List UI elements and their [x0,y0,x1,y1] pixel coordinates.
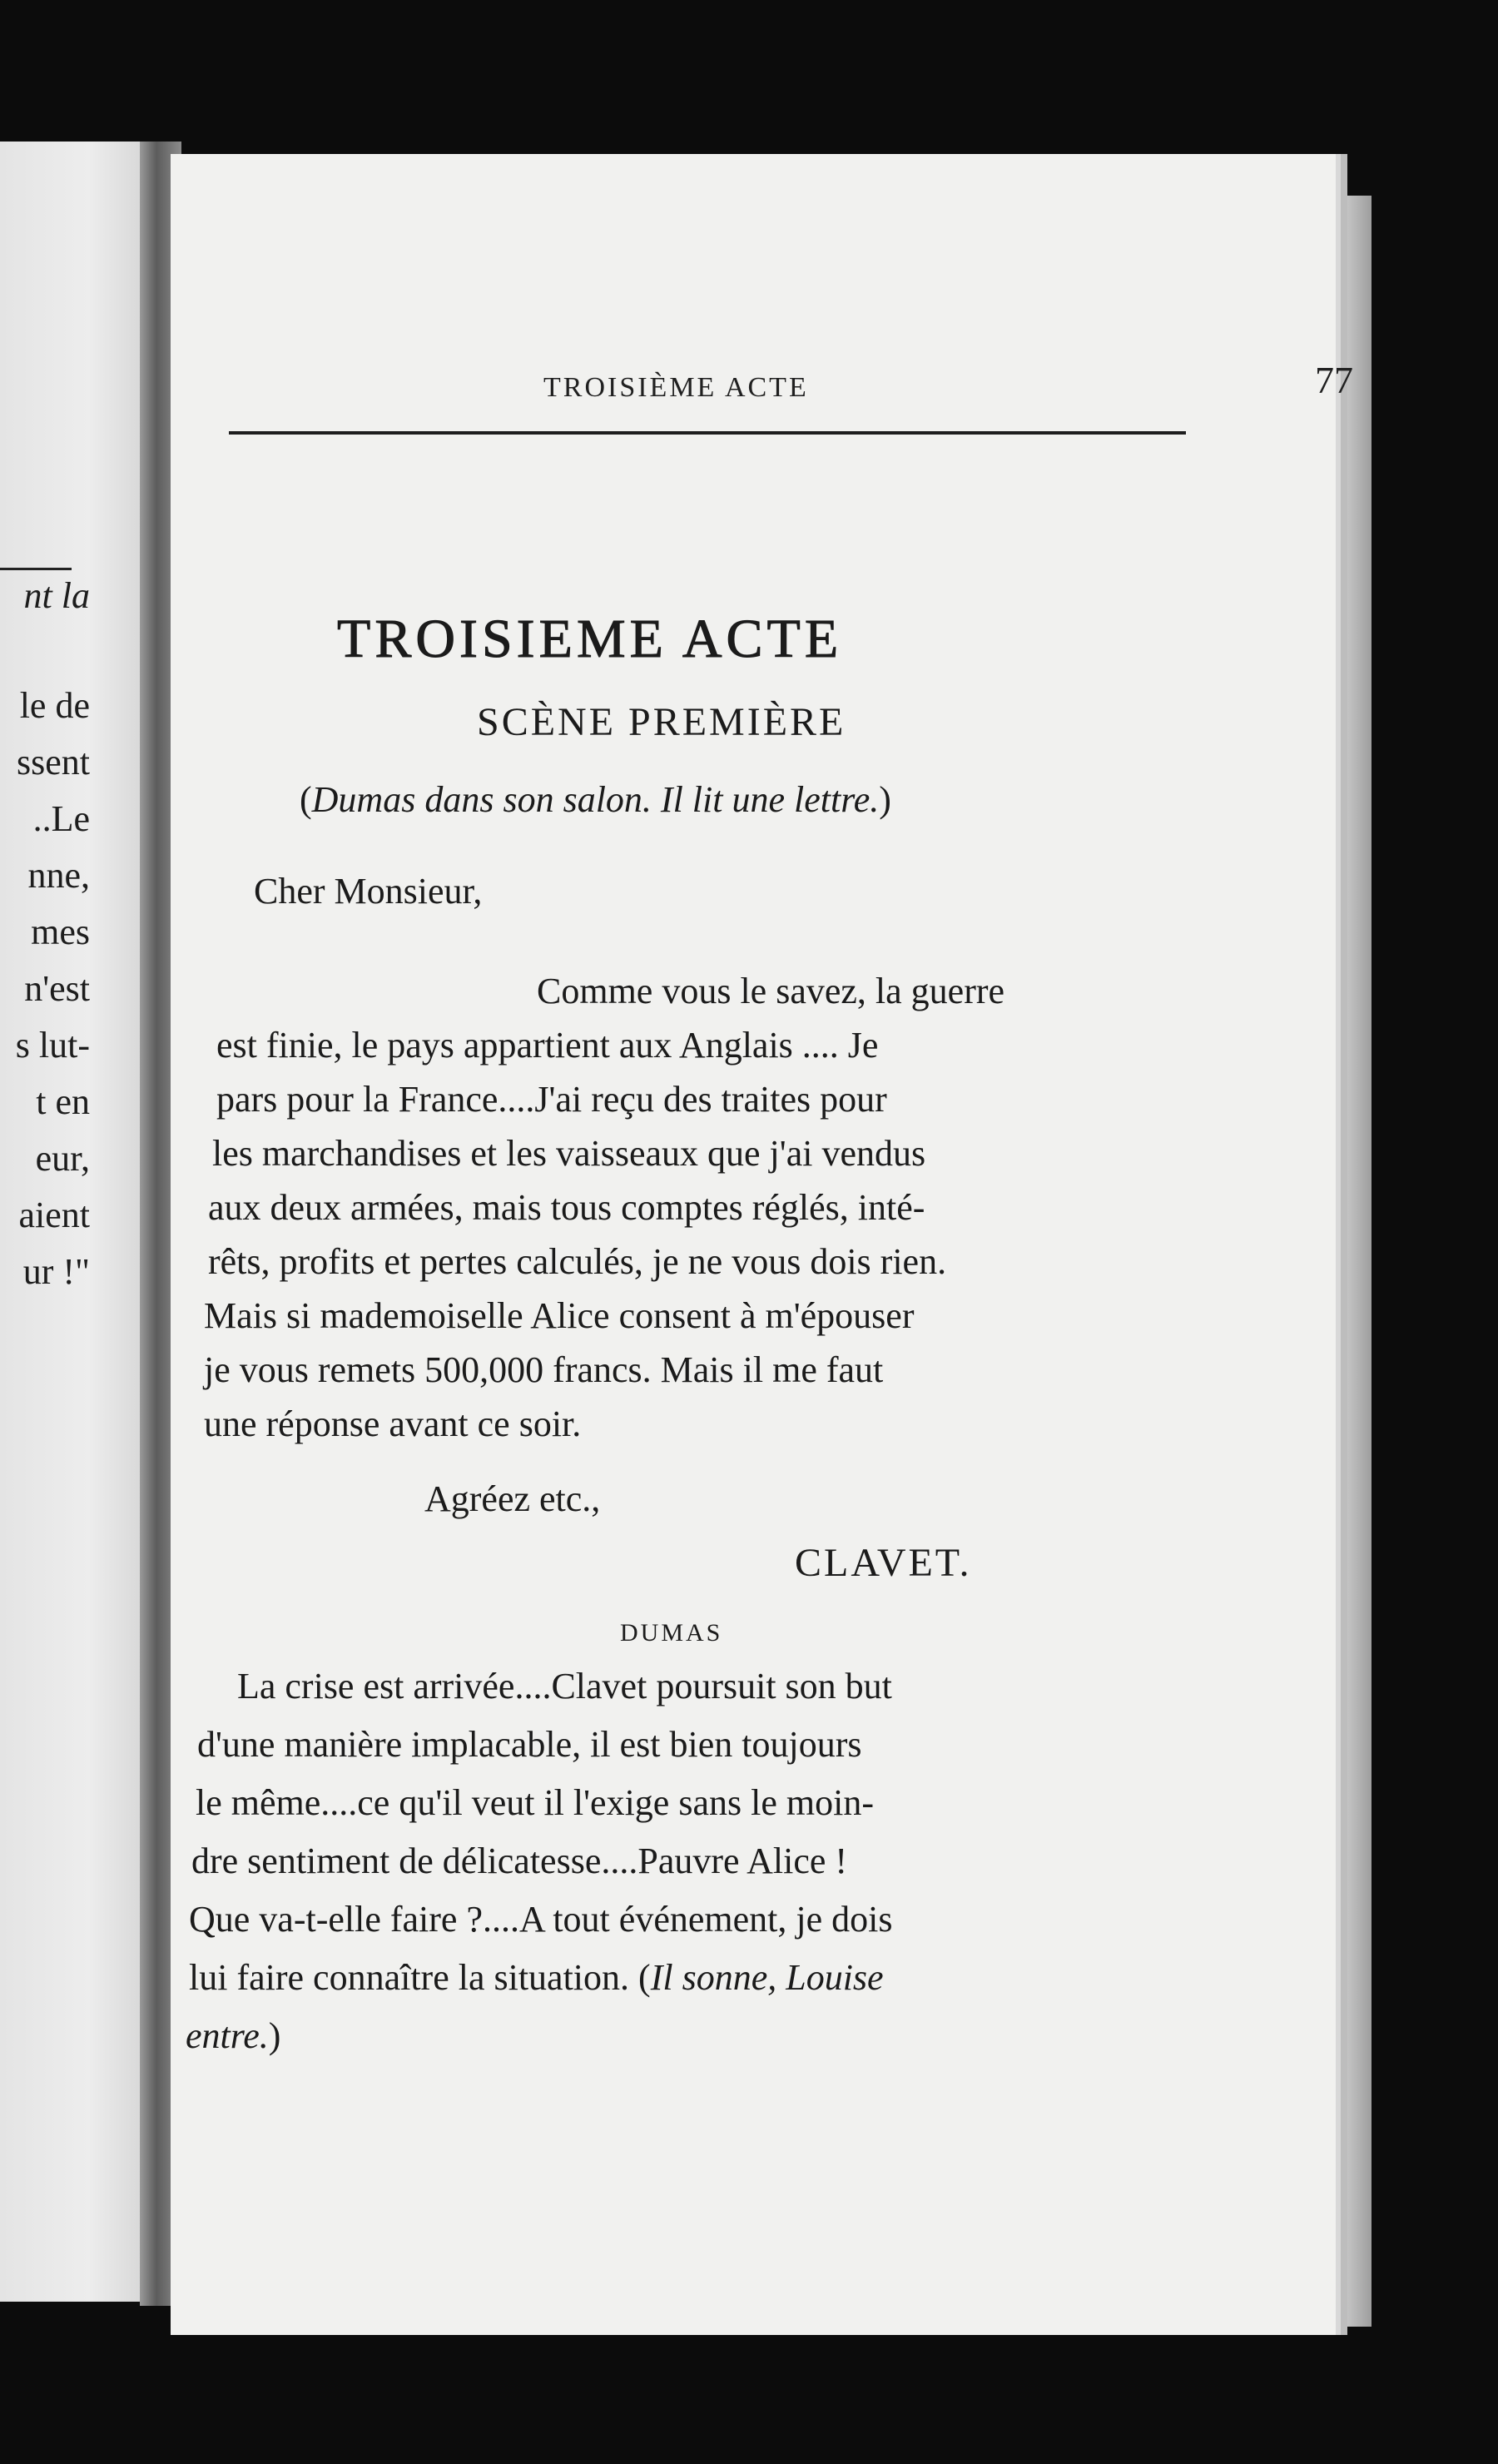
previous-page-line: n'est [24,968,90,1009]
letter-line: je vous remets 500,000 francs. Mais il me faut [204,1349,884,1390]
previous-page [0,142,148,2302]
stage-direction-close: ) [879,779,891,820]
letter-line: les marchandises et les vaisseaux que j'ai vendus [212,1133,926,1174]
previous-page-line: nt la [23,575,90,616]
running-head: TROISIÈME ACTE [543,372,809,403]
speech-line: le même....ce qu'il veut il l'exige sans le moin- [196,1782,874,1823]
previous-page-line: eur, [35,1138,90,1179]
stage-direction-open: ( [300,779,312,820]
letter-line: est finie, le pays appartient aux Anglais .... Je [216,1025,879,1066]
letter-line: Mais si mademoiselle Alice consent à m'épouser [204,1295,915,1336]
scene-title: SCÈNE PREMIÈRE [477,700,846,744]
speech-line [186,2014,280,2057]
previous-page-line: aient [18,1195,90,1235]
previous-page-line: ur !" [22,1251,90,1292]
letter-line: aux deux armées, mais tous comptes réglés, inté- [208,1187,925,1228]
previous-page-line: ssent [17,742,90,782]
act-title: TROISIEME ACTE [337,609,843,669]
speaker-name: DUMAS [620,1619,723,1647]
stage-direction [300,778,891,821]
speech-line: La crise est arrivée....Clavet poursuit son but [237,1666,892,1706]
previous-page-rule [0,568,72,570]
letter-salutation: Cher Monsieur, [254,871,483,912]
letter-line: pars pour la France....J'ai reçu des traites pour [216,1079,887,1120]
speech-line: dre sentiment de délicatesse....Pauvre Alice ! [191,1841,848,1881]
speech-stage-direction: Il sonne, Louise [650,1957,884,1998]
letter-signoff: Agréez etc., [424,1478,601,1519]
header-rule [229,431,1186,435]
letter-line: une réponse avant ce soir. [204,1403,582,1444]
page-edge [1340,196,1372,2327]
speech-line-text: lui faire connaître la situation. ( [189,1957,651,1998]
speech-stage-direction-end: entre. [186,2015,269,2056]
speech-line [189,1956,884,1999]
speech-line: Que va-t-elle faire ?....A tout événement, je dois [189,1899,893,1940]
letter-signature: CLAVET. [795,1541,972,1585]
previous-page-line: s lut- [15,1025,90,1066]
previous-page-line: mes [31,912,90,952]
book-page [171,154,1353,2335]
stage-direction-text: Dumas dans son salon. Il lit une lettre. [311,779,880,820]
previous-page-line: nne, [27,855,90,896]
page-number: 77 [1315,359,1353,401]
letter-line: rêts, profits et pertes calculés, je ne vous dois rien. [208,1241,947,1282]
previous-page-line: ..Le [32,798,90,839]
speech-stage-direction-close: ) [268,2015,281,2056]
letter-line: Comme vous le savez, la guerre [537,971,1005,1011]
previous-page-line: le de [19,685,90,726]
speech-line: d'une manière implacable, il est bien toujours [197,1724,862,1765]
previous-page-line: t en [36,1081,90,1122]
